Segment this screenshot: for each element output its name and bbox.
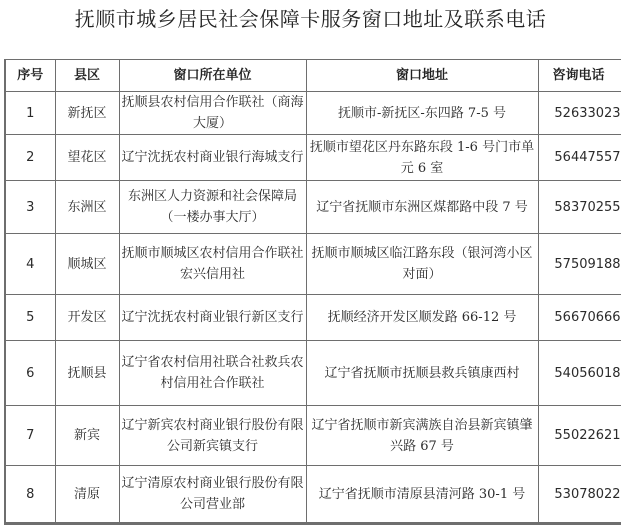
table-header-row bbox=[5, 60, 621, 92]
cell-seq: 1 bbox=[5, 92, 55, 135]
cell-seq: 8 bbox=[5, 466, 55, 524]
table-row bbox=[5, 466, 621, 524]
header-unit: 窗口所在单位 bbox=[119, 60, 306, 92]
header-seq: 序号 bbox=[5, 60, 55, 92]
cell-unit: 抚顺县农村信用合作联社（商海大厦） bbox=[119, 92, 306, 135]
table-row bbox=[5, 341, 621, 406]
cell-county: 顺城区 bbox=[55, 234, 119, 295]
table-row bbox=[5, 92, 621, 135]
cell-unit: 抚顺市顺城区农村信用合作联社宏兴信用社 bbox=[119, 234, 306, 295]
cell-county: 新宾 bbox=[55, 406, 119, 466]
cell-address: 抚顺经济开发区顺发路 66-12 号 bbox=[306, 295, 538, 341]
cell-phone: 54056018 bbox=[538, 341, 621, 406]
cell-seq: 5 bbox=[5, 295, 55, 341]
table-row bbox=[5, 295, 621, 341]
cell-county: 望花区 bbox=[55, 135, 119, 181]
cell-county: 东洲区 bbox=[55, 181, 119, 234]
cell-seq: 6 bbox=[5, 341, 55, 406]
cell-seq: 4 bbox=[5, 234, 55, 295]
cell-unit: 辽宁沈抚农村商业银行新区支行 bbox=[119, 295, 306, 341]
cell-unit: 东洲区人力资源和社会保障局（一楼办事大厅） bbox=[119, 181, 306, 234]
cell-seq: 7 bbox=[5, 406, 55, 466]
cell-unit: 辽宁清原农村商业银行股份有限公司营业部 bbox=[119, 466, 306, 524]
cell-unit: 辽宁省农村信用社联合社救兵农村信用社合作联社 bbox=[119, 341, 306, 406]
cell-address: 抚顺市顺城区临江路东段（银河湾小区对面） bbox=[306, 234, 538, 295]
header-address: 窗口地址 bbox=[306, 60, 538, 92]
cell-phone: 56670666 bbox=[538, 295, 621, 341]
service-window-table bbox=[4, 59, 621, 525]
cell-address: 辽宁省抚顺市新宾满族自治县新宾镇肇兴路 67 号 bbox=[306, 406, 538, 466]
cell-county: 抚顺县 bbox=[55, 341, 119, 406]
table-row bbox=[5, 234, 621, 295]
table-row bbox=[5, 406, 621, 466]
cell-seq: 3 bbox=[5, 181, 55, 234]
cell-phone: 52633023 bbox=[538, 92, 621, 135]
cell-unit: 辽宁沈抚农村商业银行海城支行 bbox=[119, 135, 306, 181]
cell-seq: 2 bbox=[5, 135, 55, 181]
cell-address: 辽宁省抚顺市东洲区煤都路中段 7 号 bbox=[306, 181, 538, 234]
cell-county: 清原 bbox=[55, 466, 119, 524]
cell-phone: 55022621 bbox=[538, 406, 621, 466]
header-county: 县区 bbox=[55, 60, 119, 92]
cell-phone: 58370255 bbox=[538, 181, 621, 234]
cell-phone: 53078022 bbox=[538, 466, 621, 524]
cell-address: 辽宁省抚顺市抚顺县救兵镇康西村 bbox=[306, 341, 538, 406]
page-title: 抚顺市城乡居民社会保障卡服务窗口地址及联系电话 bbox=[74, 7, 547, 31]
table-row bbox=[5, 181, 621, 234]
header-phone: 咨询电话 bbox=[538, 60, 621, 92]
cell-phone: 57509188 bbox=[538, 234, 621, 295]
cell-county: 新抚区 bbox=[55, 92, 119, 135]
cell-address: 辽宁省抚顺市清原县清河路 30-1 号 bbox=[306, 466, 538, 524]
cell-phone: 56447557 bbox=[538, 135, 621, 181]
cell-county: 开发区 bbox=[55, 295, 119, 341]
cell-address: 抚顺市望花区丹东路东段 1-6 号门市单元 6 室 bbox=[306, 135, 538, 181]
cell-address: 抚顺市-新抚区-东四路 7-5 号 bbox=[306, 92, 538, 135]
cell-unit: 辽宁新宾农村商业银行股份有限公司新宾镇支行 bbox=[119, 406, 306, 466]
table-row bbox=[5, 135, 621, 181]
